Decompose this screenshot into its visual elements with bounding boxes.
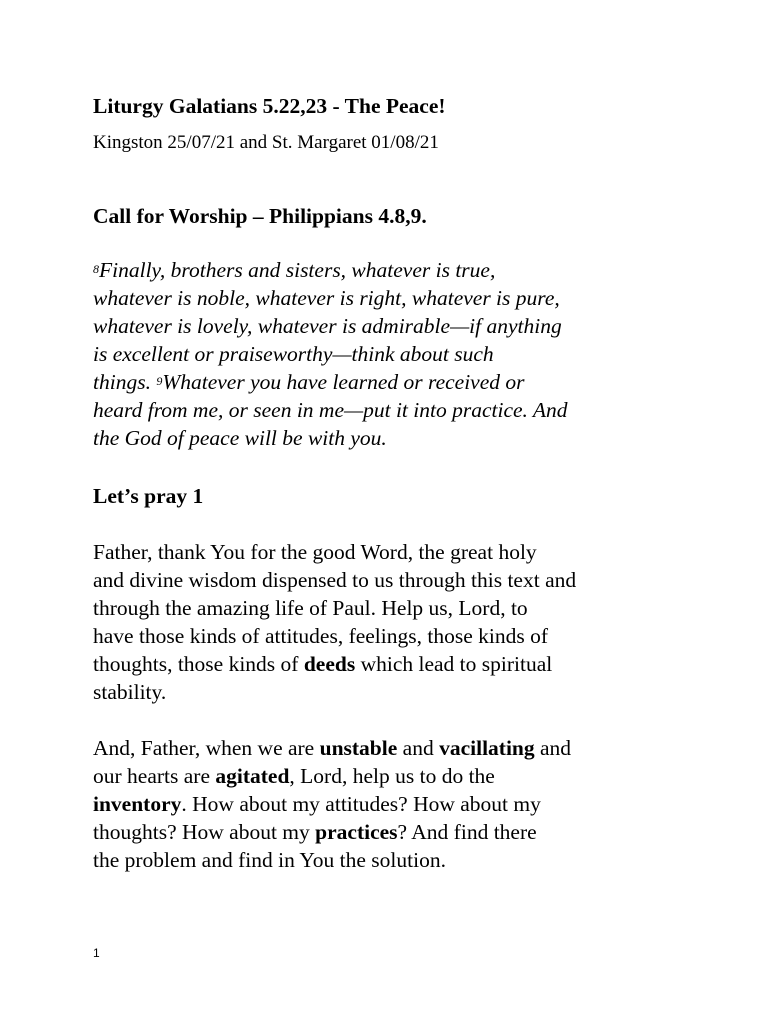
verse-number: 9 <box>156 374 163 388</box>
scripture-passage <box>93 256 693 452</box>
paragraph-line: the problem and find in You the solution. <box>93 848 446 872</box>
paragraph-line: thoughts, those kinds of deeds which lead to spiritual <box>93 652 553 676</box>
emphasis-unstable: unstable <box>319 736 398 760</box>
paragraph-line: inventory. How about my attitudes? How about my <box>93 792 541 816</box>
paragraph-line: have those kinds of attitudes, feelings, those kinds of <box>93 624 549 648</box>
paragraph-line: Father, thank You for the good Word, the great holy <box>93 540 537 564</box>
scripture-line: the God of peace will be with you. <box>93 426 387 450</box>
document-title: Liturgy Galatians 5.22,23 - The Peace! <box>93 94 446 118</box>
scripture-line: heard from me, or seen in me—put it into practice. And <box>93 398 568 422</box>
paragraph-line: stability. <box>93 680 167 704</box>
emphasis-vacillating: vacillating <box>439 736 535 760</box>
scripture-line: whatever is noble, whatever is right, whatever is pure, <box>93 286 560 310</box>
verse-number: 8 <box>93 262 99 276</box>
paragraph-line: And, Father, when we are unstable and vacillating and <box>93 736 572 760</box>
scripture-line: is excellent or praiseworthy—think about such <box>93 342 494 366</box>
prayer-paragraph-1 <box>93 538 693 706</box>
document-subtitle: Kingston 25/07/21 and St. Margaret 01/08/21 <box>93 132 439 153</box>
emphasis-inventory: inventory <box>93 792 182 816</box>
prayer-paragraph-2 <box>93 734 693 874</box>
emphasis-deeds: deeds <box>303 652 356 676</box>
page-number: 1 <box>93 946 100 960</box>
paragraph-line: and divine wisdom dispensed to us through this text and <box>93 568 577 592</box>
call-for-worship-heading: Call for Worship – Philippians 4.8,9. <box>93 204 427 228</box>
emphasis-agitated: agitated <box>215 764 290 788</box>
paragraph-line: thoughts? How about my practices? And find there <box>93 820 537 844</box>
paragraph-line: through the amazing life of Paul. Help us, Lord, to <box>93 596 528 620</box>
lets-pray-heading: Let’s pray 1 <box>93 484 204 508</box>
emphasis-practices: practices <box>315 820 398 844</box>
scripture-line: whatever is lovely, whatever is admirable—if anything <box>93 314 562 338</box>
scripture-line: $^8$Finally, brothers and sisters, whatever is true, <box>93 258 496 282</box>
scripture-line: things. $^9$Whatever you have learned or received or <box>93 370 525 394</box>
paragraph-line: our hearts are agitated, Lord, help us to do the <box>93 764 495 788</box>
